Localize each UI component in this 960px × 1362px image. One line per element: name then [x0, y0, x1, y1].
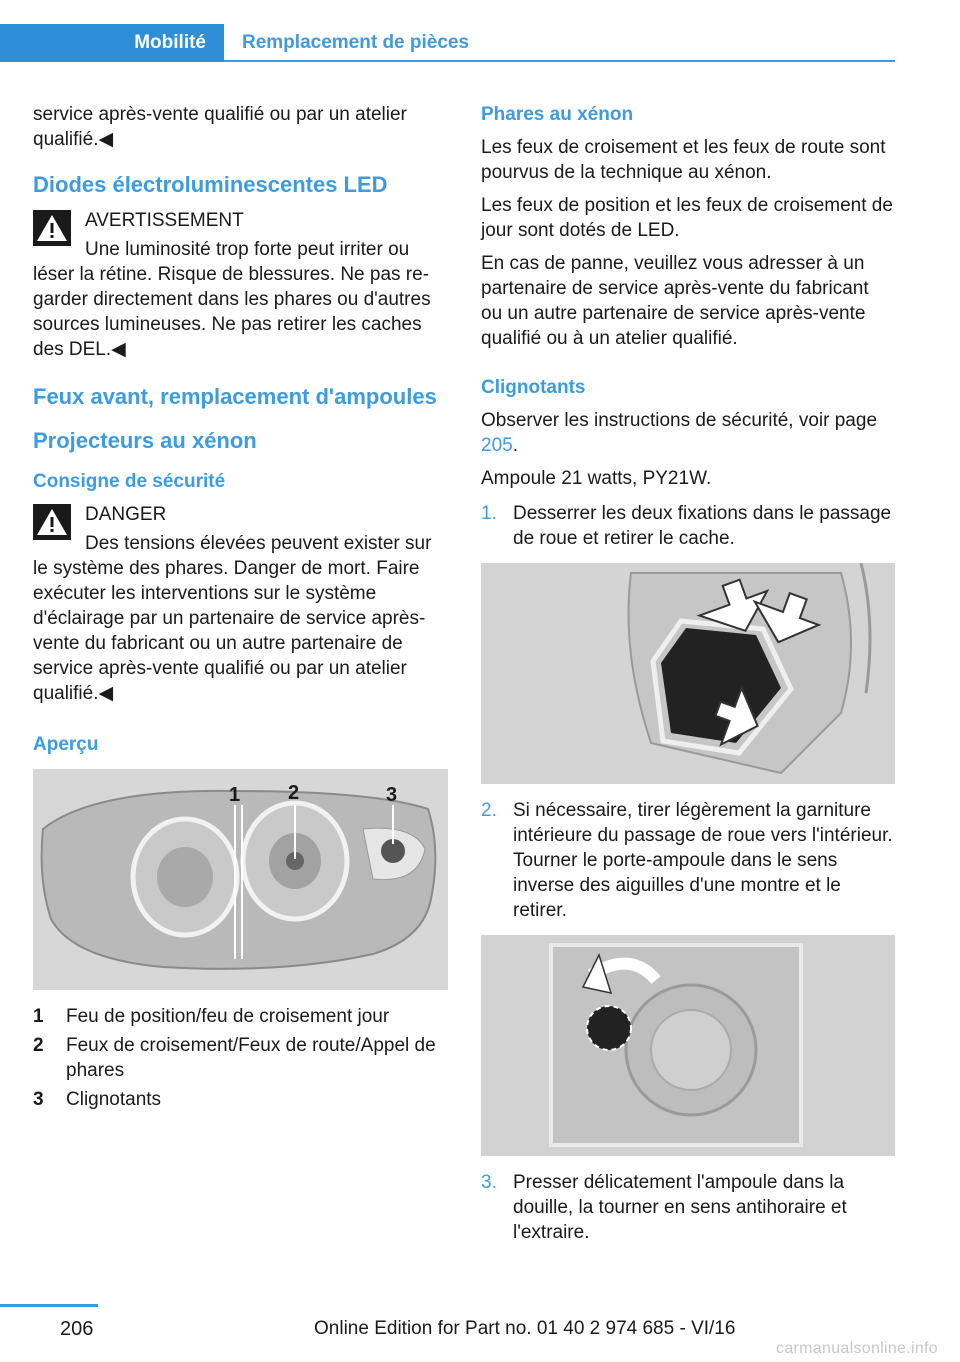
section-tab[interactable]: Mobilité: [0, 24, 224, 62]
edition-note: Online Edition for Part no. 01 40 2 974 685 - VI/16: [314, 1318, 736, 1339]
legend-number: 1: [33, 1006, 44, 1027]
paragraph: En cas de panne, veuillez vous adresser à un partenaire de service après-vente du fabricant ou un autre partenaire de service après-vente qualifié ou à un atelier qualifié.: [481, 253, 869, 349]
warning-triangle-icon: [33, 210, 71, 246]
step-number: 1.: [481, 503, 497, 524]
warning-title: AVERTISSEMENT: [85, 210, 244, 231]
page-number: 206: [60, 1318, 94, 1340]
step-3: [481, 1170, 895, 1245]
wheel-arch-figure: [481, 563, 895, 784]
legend-number: 3: [33, 1089, 44, 1110]
bulb-spec: Ampoule 21 watts, PY21W.: [481, 468, 712, 489]
safety-reference: Observer les instructions de sécurité, voir page 205.: [481, 410, 878, 456]
step-text: Presser délicatement l'ampoule dans la douille, la tourner en sens antihoraire et l'extraire.: [513, 1172, 847, 1243]
header-rule: [224, 60, 895, 62]
heading-xenon-headlights: Phares au xénon: [481, 104, 634, 125]
right-column: [481, 102, 895, 1245]
page-header: [0, 24, 895, 62]
heading-led: Diodes électroluminescentes LED: [33, 172, 388, 197]
step-text: Desserrer les deux fixations dans le passage de roue et retirer le cache.: [513, 503, 892, 549]
legend-text: Feux de croisement/Feux de route/Appel de phares: [66, 1035, 436, 1081]
legend-text: Feu de position/feu de croisement jour: [66, 1006, 390, 1027]
chapter-title[interactable]: Remplacement de pièces: [242, 32, 470, 53]
step-1: [481, 501, 895, 551]
paragraph: Les feux de croisement et les feux de route sont pourvus de la technique au xénon.: [481, 137, 886, 183]
danger-title: DANGER: [85, 504, 167, 525]
wheel-arch-illustration: [481, 563, 895, 784]
bulb-holder-illustration: [481, 935, 895, 1156]
step-number: 3.: [481, 1172, 497, 1193]
danger-text: Des tensions élevées peuvent exister sur le système des phares. Danger de mort. Faire exécuter les interventions sur le système d'éclairage par un partenaire de service après-vente du fabricant ou un autre partenaire de service après-vente qualifié ou par un atelier qualifié.◀: [33, 533, 432, 704]
legend-text: Clignotants: [66, 1089, 162, 1110]
page-link[interactable]: 205: [481, 435, 513, 456]
heading-overview: Aperçu: [33, 734, 99, 755]
heading-turn-signals: Clignotants: [481, 377, 586, 398]
intro-text: service après-vente qualifié ou par un atelier qualifié.◀: [33, 104, 407, 150]
footer-rule: [0, 1304, 98, 1307]
heading-xenon: Projecteurs au xénon: [33, 428, 257, 453]
danger-block: [33, 502, 449, 527]
warning-block: [33, 208, 449, 233]
step-text: Si nécessaire, tirer légèrement la garniture intérieure du passage de roue vers l'intérieur. Tourner le porte-ampoule dans le sens inverse des aiguilles d'une montre et le retirer.: [513, 800, 893, 921]
figure-legend: [33, 1004, 449, 1112]
heading-safety: Consigne de sécurité: [33, 471, 226, 492]
figure-label-3: 3: [386, 784, 398, 806]
legend-number: 2: [33, 1035, 44, 1056]
figure-label-1: 1: [229, 784, 241, 806]
warning-text: Une luminosité trop forte peut irriter ou léser la rétine. Risque de blessures. Ne pas regarder directement dans les phares ou d'autres sources lumineuses. Ne pas retirer les caches des DEL.◀: [33, 239, 431, 360]
danger-triangle-icon: [33, 504, 71, 540]
headlight-figure: [33, 769, 448, 990]
figure-label-2: 2: [288, 782, 300, 804]
step-2: [481, 798, 895, 923]
heading-front-lights: Feux avant, remplacement d'ampoules: [33, 384, 437, 409]
step-number: 2.: [481, 800, 497, 821]
bulb-holder-figure: [481, 935, 895, 1156]
paragraph: Les feux de position et les feux de croisement de jour sont dotés de LED.: [481, 195, 893, 241]
watermark: carmanualsonline.info: [776, 1340, 938, 1357]
left-column: [33, 102, 449, 1112]
